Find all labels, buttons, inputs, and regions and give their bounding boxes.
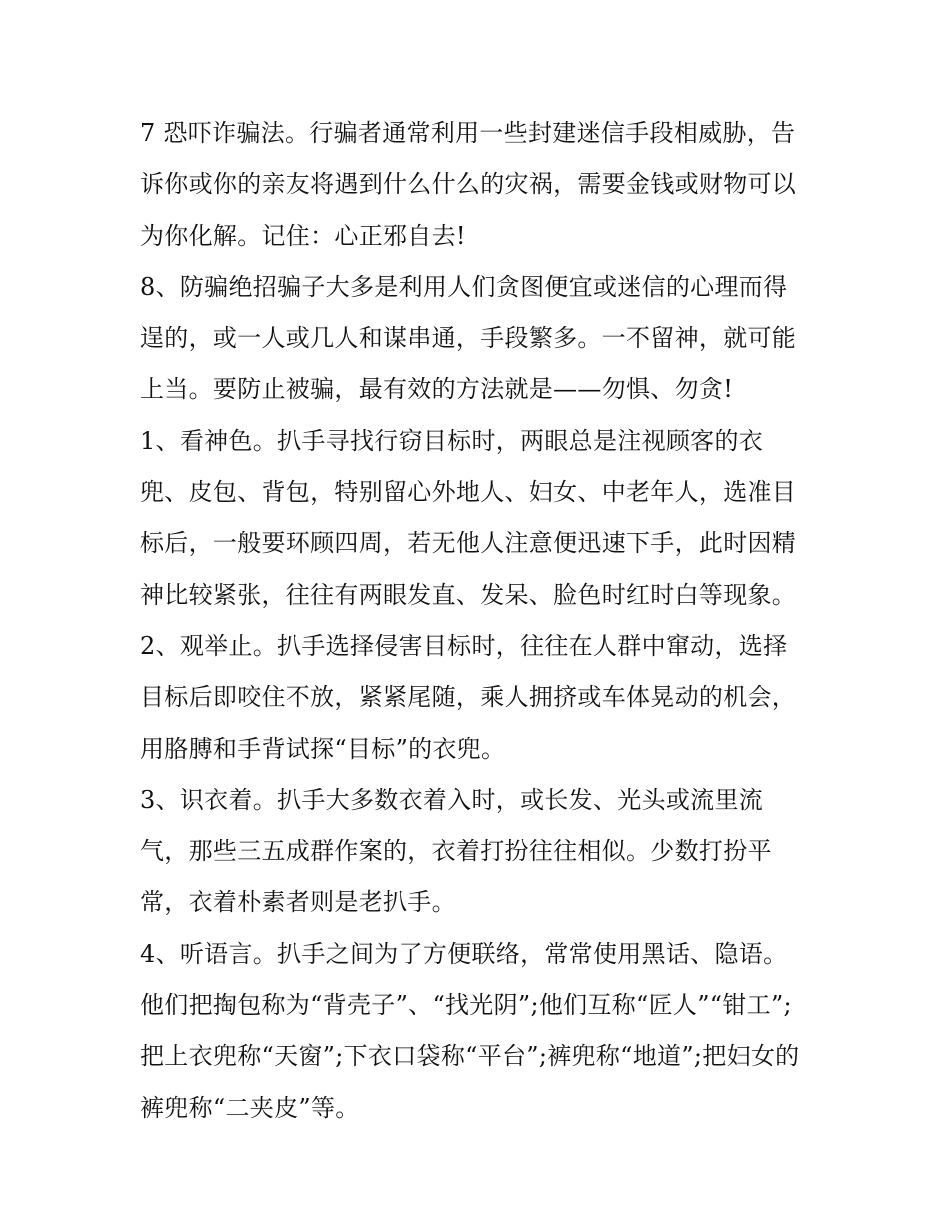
text-line: 常，衣着朴素者则是老扒手。 <box>140 888 456 917</box>
text-line: 1、看神色。扒手寻找行窃目标时，两眼总是注视顾客的衣 <box>140 426 764 455</box>
text-line: 兜、皮包、背包，特别留心外地人、妇女、中老年人，选准目 <box>140 478 797 507</box>
text-line: 标后，一般要环顾四周，若无他人注意便迅速下手，此时因精 <box>140 529 797 558</box>
text-line: 上当。要防止被骗，最有效的方法就是——勿惧、勿贪! <box>140 375 734 404</box>
text-line: 逞的，或一人或几人和谋串通，手段繁多。一不留神，就可能 <box>140 324 797 353</box>
text-line: 7 恐吓诈骗法。行骗者通常利用一些封建迷信手段相威胁，告 <box>140 119 796 147</box>
text-line: 把上衣兜称“天窗”;下衣口袋称“平台”;裤兜称“地道”;把妇女的 <box>140 1042 800 1071</box>
text-line: 2、观举止。扒手选择侵害目标时，往往在人群中窜动，选择 <box>140 631 788 660</box>
document-body <box>140 108 820 1134</box>
text-line: 为你化解。记住：心正邪自去! <box>140 221 466 250</box>
text-line: 8、防骗绝招骗子大多是利用人们贪图便宜或迷信的心理而得 <box>140 272 788 301</box>
text-line: 用胳膊和手背试探“目标”的衣兜。 <box>140 734 506 763</box>
text-line: 目标后即咬住不放，紧紧尾随，乘人拥挤或车体晃动的机会， <box>140 683 797 712</box>
text-line: 3、识衣着。扒手大多数衣着入时，或长发、光头或流里流 <box>140 785 764 814</box>
text-line: 裤兜称“二夹皮”等。 <box>140 1093 360 1122</box>
text-line: 气，那些三五成群作案的，衣着打扮往往相似。少数打扮平 <box>140 837 772 866</box>
text-line: 他们把掏包称为“背壳子”、“找光阴”;他们互称“匠人”“钳工”; <box>140 991 792 1020</box>
text-line: 诉你或你的亲友将遇到什么什么的灾祸，需要金钱或财物可以 <box>140 170 797 199</box>
text-line: 4、听语言。扒手之间为了方便联络，常常使用黑话、隐语。 <box>140 939 788 968</box>
text-line: 神比较紧张，往往有两眼发直、发呆、脸色时红时白等现象。 <box>140 580 797 609</box>
